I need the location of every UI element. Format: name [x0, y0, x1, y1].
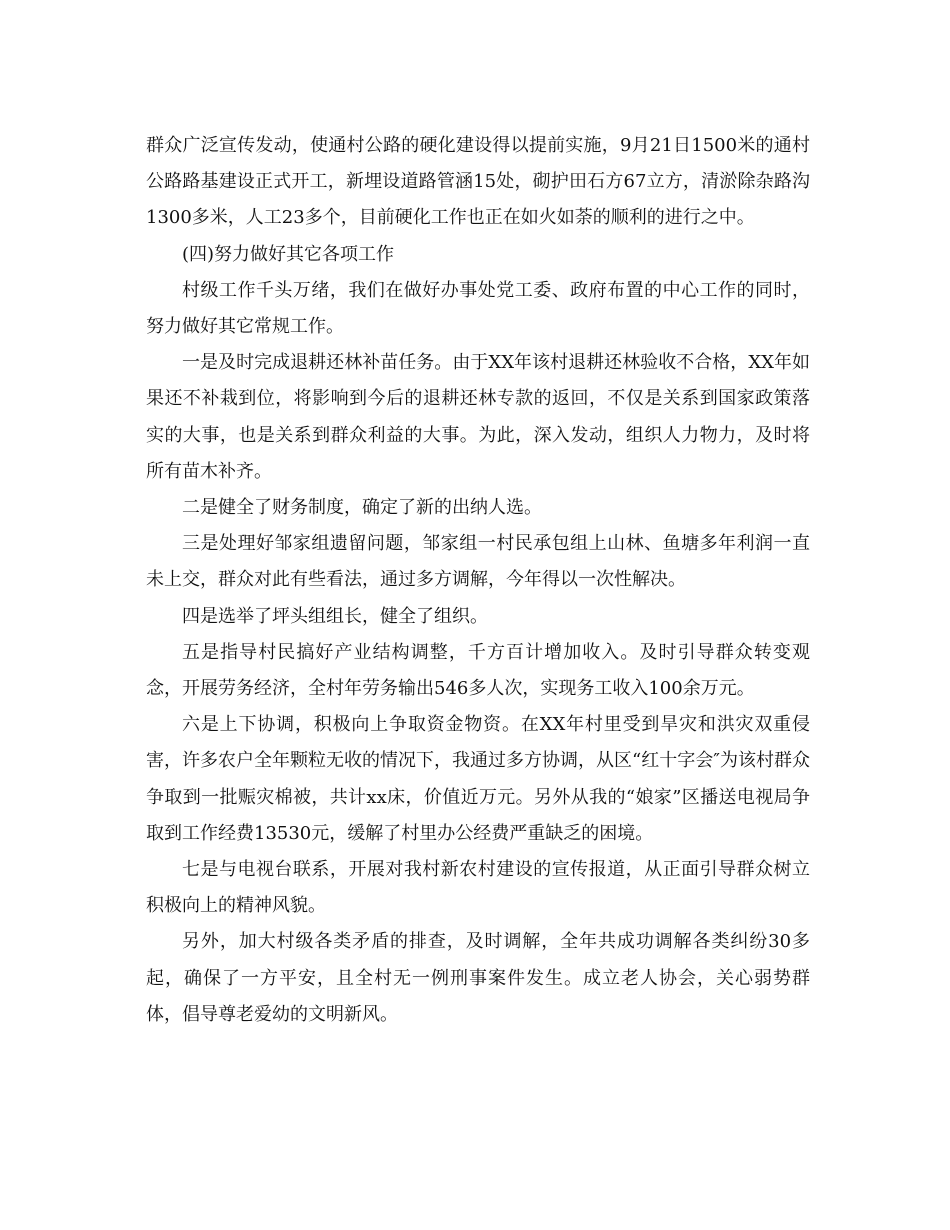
paragraph-item-two: 二是健全了财务制度，确定了新的出纳人选。	[182, 497, 542, 519]
paragraph-item-five: 五是指导村民搞好产业结构调整，千方百计增加收入。及时引导群众转变观念，开展劳务经济，全村年劳务输出546多人次，实现务工收入100余万元。	[146, 641, 810, 700]
paragraph-additional: 另外，加大村级各类矛盾的排查，及时调解，全年共成功调解各类纠纷30多起，确保了一方平安，且全村无一例刑事案件发生。成立老人协会，关心弱势群体，倡导尊老爱幼的文明新风。	[146, 931, 810, 1025]
paragraph-item-one: 一是及时完成退耕还林补苗任务。由于XX年该村退耕还林验收不合格，XX年如果还不补栽到位，将影响到今后的退耕还林专款的返回，不仅是关系到国家政策落实的大事，也是关系到群众利益的大事。为此，深入发动，组织人力物力，及时将所有苗木补齐。	[146, 352, 810, 482]
paragraph-item-six: 六是上下协调，积极向上争取资金物资。在XX年村里受到旱灾和洪灾双重侵害，许多农户全年颗粒无收的情况下，我通过多方协调，从区“红十字会″为该村群众争取到一批赈灾棉被，共计xx床，价值近万元。另外从我的“娘家”区播送电视局争取到工作经费13530元，缓解了村里办公经费严重缺乏的困境。	[146, 714, 810, 844]
paragraph-road-construction: 群众广泛宣传发动，使通村公路的硬化建设得以提前实施，9月21日1500米的通村公路路基建设正式开工，新埋设道路管涵15处，砌护田石方67立方，清淤除杂路沟1300多米，人工23多个，目前硬化工作也正在如火如荼的顺利的进行之中。	[146, 135, 810, 229]
paragraph-item-seven: 七是与电视台联系，开展对我村新农村建设的宣传报道，从正面引导群众树立积极向上的精神风貌。	[146, 859, 810, 917]
paragraph-village-work: 村级工作千头万绪，我们在做好办事处党工委、政府布置的中心工作的同时，努力做好其它常规工作。	[146, 279, 810, 338]
paragraph-item-three: 三是处理好邹家组遗留问题，邹家组一村民承包组上山林、鱼塘多年利润一直未上交，群众对此有些看法，通过多方调解，今年得以一次性解决。	[146, 533, 810, 591]
paragraph-item-four: 四是选举了坪头组组长，健全了组织。	[182, 605, 488, 627]
section-heading-other-work: (四)努力做好其它各项工作	[182, 243, 395, 265]
document-body	[146, 128, 810, 1033]
